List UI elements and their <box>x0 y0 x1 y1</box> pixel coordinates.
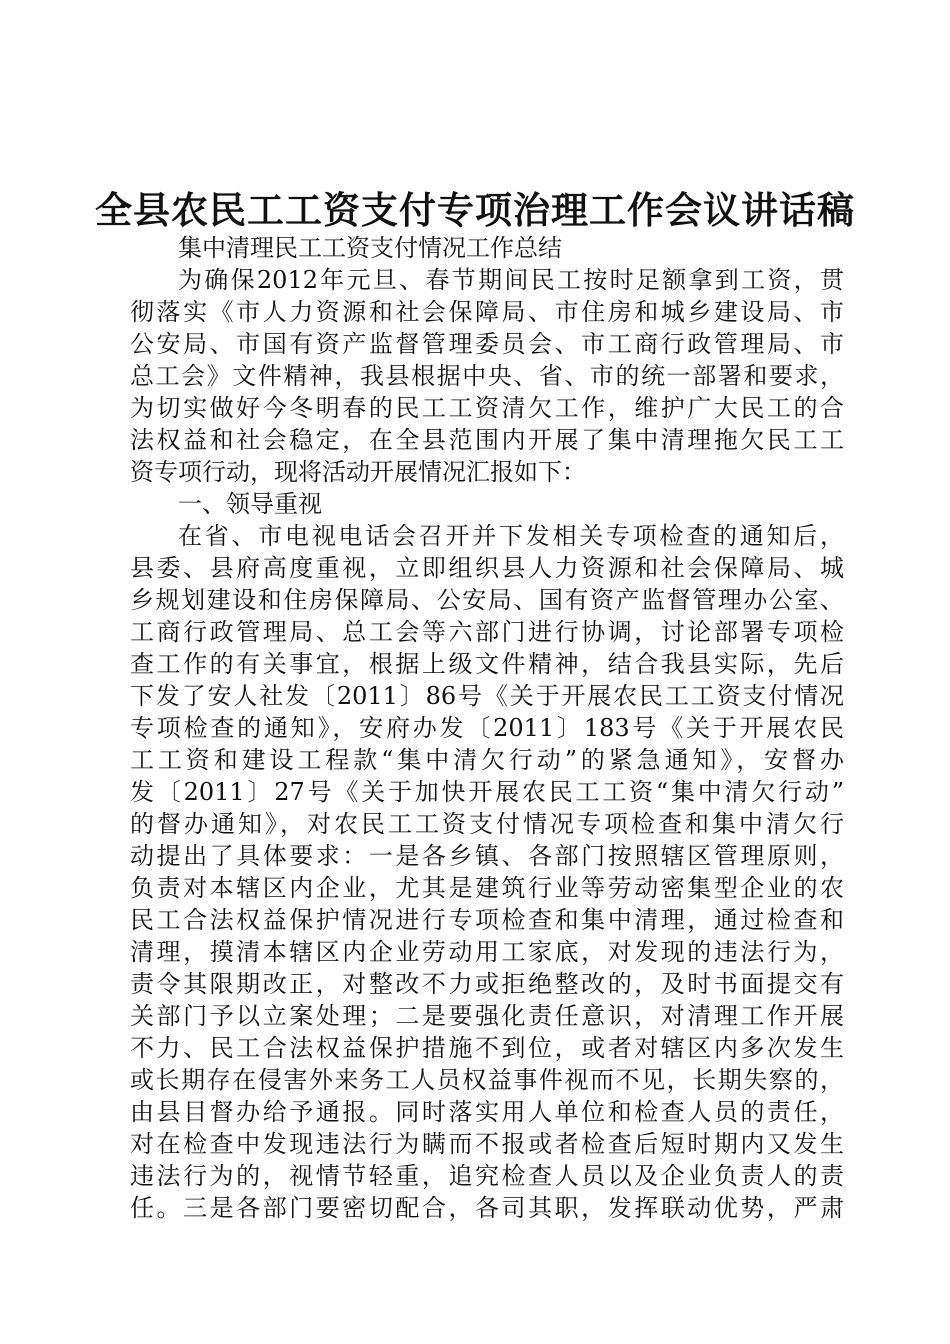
text-line: 工商行政管理局、总工会等六部门进行协调，讨论部署专项检 <box>130 618 844 646</box>
text-line: 民工合法权益保护情况进行专项检查和集中清理，通过检查和 <box>130 906 844 934</box>
text-line: 乡规划建设和住房保障局、公安局、国有资产监督管理办公室、 <box>130 586 844 614</box>
text-line: 为确保2012年元旦、春节期间民工按时足额拿到工资，贯 <box>178 266 844 294</box>
text-line: 集中清理民工工资支付情况工作总结 <box>178 234 562 262</box>
text-line: 专项检查的通知》，安府办发〔2011〕183号《关于开展农民 <box>130 714 844 742</box>
text-line: 负责对本辖区内企业，尤其是建筑行业等劳动密集型企业的农 <box>130 874 844 902</box>
text-line: 公安局、市国有资产监督管理委员会、市工商行政管理局、市 <box>130 330 844 358</box>
text-line: 法权益和社会稳定，在全县范围内开展了集中清理拖欠民工工 <box>130 426 844 454</box>
text-line: 查工作的有关事宜，根据上级文件精神，结合我县实际，先后 <box>130 650 844 678</box>
text-line: 总工会》文件精神，我县根据中央、省、市的统一部署和要求， <box>130 362 844 390</box>
text-line: 不力、民工合法权益保护措施不到位，或者对辖区内多次发生 <box>130 1034 844 1062</box>
text-line: 责令其限期改正，对整改不力或拒绝整改的，及时书面提交有 <box>130 970 844 998</box>
text-line: 或长期存在侵害外来务工人员权益事件视而不见，长期失察的， <box>130 1066 844 1094</box>
text-line: 在省、市电视电话会召开并下发相关专项检查的通知后， <box>178 522 844 550</box>
text-line: 任。三是各部门要密切配合，各司其职，发挥联动优势，严肃 <box>130 1194 844 1222</box>
text-line: 一、领导重视 <box>178 490 322 518</box>
text-line: 为切实做好今冬明春的民工工资清欠工作，维护广大民工的合 <box>130 394 844 422</box>
text-line: 的督办通知》，对农民工工资支付情况专项检查和集中清欠行 <box>130 810 844 838</box>
text-line: 关部门予以立案处理；二是要强化责任意识，对清理工作开展 <box>130 1002 844 1030</box>
text-line: 下发了安人社发〔2011〕86号《关于开展农民工工资支付情况 <box>130 682 844 710</box>
text-line: 违法行为的，视情节轻重，追究检查人员以及企业负责人的责 <box>130 1162 844 1190</box>
text-line: 动提出了具体要求：一是各乡镇、各部门按照辖区管理原则， <box>130 842 844 870</box>
text-line: 由县目督办给予通报。同时落实用人单位和检查人员的责任， <box>130 1098 844 1126</box>
document-body <box>130 232 844 1224</box>
text-line: 县委、县府高度重视，立即组织县人力资源和社会保障局、城 <box>130 554 844 582</box>
text-line: 清理，摸清本辖区内企业劳动用工家底，对发现的违法行为， <box>130 938 844 966</box>
text-line: 对在检查中发现违法行为瞒而不报或者检查后短时期内又发生 <box>130 1130 844 1158</box>
text-line: 彻落实《市人力资源和社会保障局、市住房和城乡建设局、市 <box>130 298 844 326</box>
text-line: 工工资和建设工程款“集中清欠行动”的紧急通知》，安督办 <box>130 746 844 774</box>
document-title: 全县农民工工资支付专项治理工作会议讲话稿 <box>95 188 855 232</box>
text-line: 发〔2011〕27号《关于加快开展农民工工资“集中清欠行动” <box>130 778 844 806</box>
text-line: 资专项行动，现将活动开展情况汇报如下： <box>130 458 586 486</box>
